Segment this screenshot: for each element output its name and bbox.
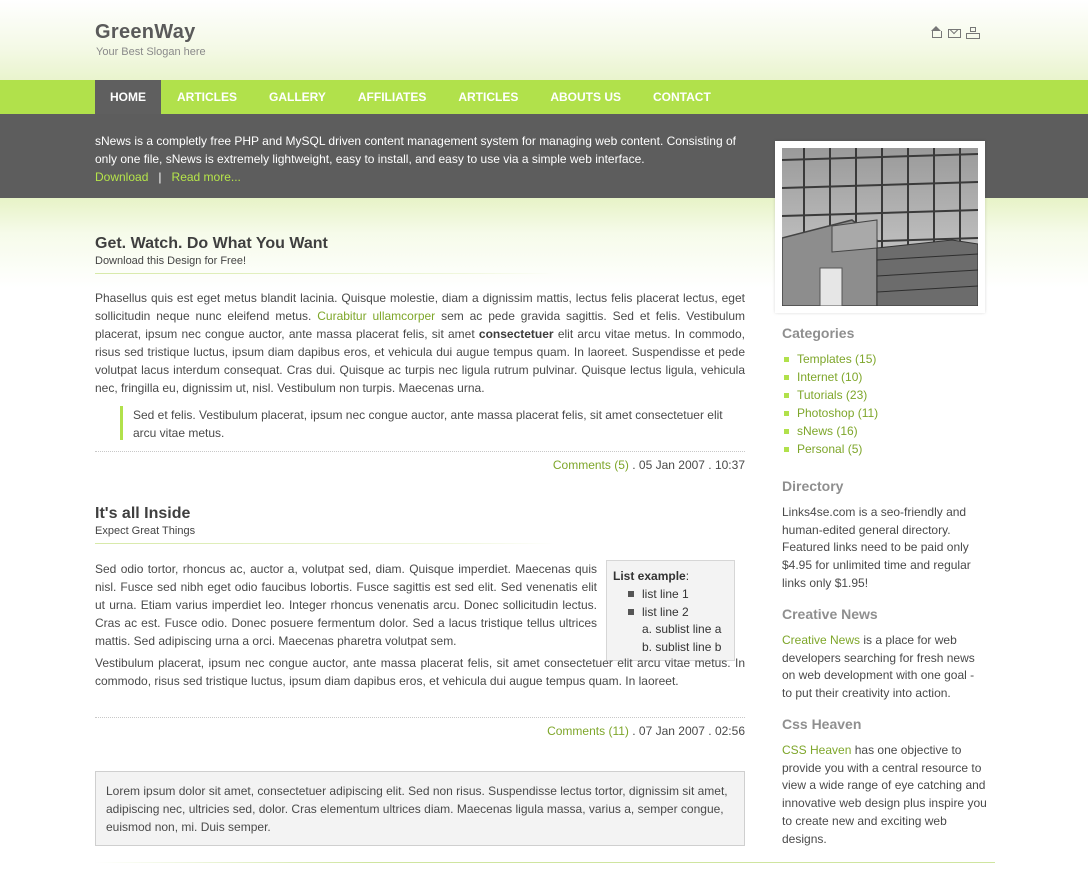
main-nav xyxy=(0,80,1088,114)
nav-item-articles[interactable]: ARTICLES xyxy=(177,90,237,104)
category-personal[interactable]: Personal (5) xyxy=(784,440,878,458)
css-heaven-link[interactable]: CSS Heaven xyxy=(782,743,852,757)
post-subtitle: Download this Design for Free! xyxy=(95,255,247,267)
category-snews[interactable]: sNews (16) xyxy=(784,422,878,440)
directory-heading: Directory xyxy=(782,478,844,494)
blockquote: Sed et felis. Vestibulum placerat, ipsum nec congue auctor, ante massa placerat felis, sit amet consectetuer elit arcu vitae metus. xyxy=(120,406,745,440)
top-icons xyxy=(930,27,978,37)
sitemap-icon[interactable] xyxy=(966,27,978,37)
creative-news-heading: Creative News xyxy=(782,606,878,622)
list-example-box xyxy=(606,560,735,661)
list-item: list line 2 xyxy=(642,605,689,619)
creative-news-text: Creative News is a place for web developers searching for fresh news on web development with one goal - to put their creativity into action. xyxy=(782,633,975,701)
creative-news-link[interactable]: Creative News xyxy=(782,633,861,647)
directory-text: Links4se.com is a seo-friendly and human-edited general directory. Featured links need to be paid only $4.95 for unlimited time and regular links only $1.95! xyxy=(782,505,971,590)
sublist-item: a. sublist line a xyxy=(642,622,722,636)
css-heaven-heading: Css Heaven xyxy=(782,716,862,732)
comments-link[interactable]: Comments (11) xyxy=(547,724,629,738)
banner-separator: | xyxy=(158,170,162,184)
nav-item-affiliates[interactable]: AFFILIATES xyxy=(357,90,427,104)
categories-heading: Categories xyxy=(782,325,855,341)
post-subtitle: Expect Great Things xyxy=(95,525,196,537)
nav-item-abouts-us[interactable]: ABOUTS US xyxy=(550,90,621,104)
post-body: Sed odio tortor, rhoncus ac, auctor a, volutpat sed, diam. Quisque imperdiet. Maecenas quis nisl. Fusce sed nibh eget odio faucibus lobortis. Fusce sagittis est sed elit. Sed venenatis elit ut urna. Etiam varius imperdiet leo. Integer rhoncus venenatis arcu. Donec sollicitudin lectus. Cras ac est. Fusce odio. Donec posuere fermentum dolor. Sed a lacus tristique tellus ultrices mattis. Sed adipiscing urna a orci. Maecenas pharetra volutpat sem. xyxy=(95,562,597,648)
nav-item-contact[interactable]: CONTACT xyxy=(653,90,711,104)
nav-item-articles-2[interactable]: ARTICLES xyxy=(458,90,519,104)
list-item: list line 1 xyxy=(642,587,689,601)
read-more-link[interactable]: Read more... xyxy=(171,170,241,184)
site-title[interactable]: GreenWay xyxy=(95,21,196,43)
post-title[interactable]: It's all Inside xyxy=(95,505,191,522)
site-header xyxy=(0,0,1088,80)
comments-link[interactable]: Comments (5) xyxy=(552,458,629,472)
category-templates[interactable]: Templates (15) xyxy=(784,350,878,368)
nav-item-gallery[interactable]: GALLERY xyxy=(269,90,326,104)
nav-item-home[interactable]: HOME xyxy=(95,80,161,114)
categories-list xyxy=(784,350,878,458)
mail-icon[interactable] xyxy=(948,27,960,37)
list-example-title: List example: xyxy=(613,569,690,583)
footer-rule xyxy=(95,862,995,863)
post-body-continued: Vestibulum placerat, ipsum nec congue auctor, ante massa placerat felis, sit amet consectetuer elit arcu vitae metus. In commodo, risus sed tristique luctus, ipsum diam dapibus eros, et vehicula dui augue tempus quam. In laoreet. xyxy=(95,656,745,688)
home-icon[interactable] xyxy=(930,27,942,37)
post-divider xyxy=(95,717,745,718)
post-divider xyxy=(95,451,745,452)
post-title[interactable]: Get. Watch. Do What You Want xyxy=(95,235,328,252)
css-heaven-text: CSS Heaven has one objective to provide you with a central resource to view a wide range of eye catching and innovative web design plus inspire you to create new and exciting web designs. xyxy=(782,743,987,846)
sublist-item: b. sublist line b xyxy=(642,640,722,654)
post-meta: Comments (5) . 05 Jan 2007 . 10:37 xyxy=(552,458,745,472)
banner-text: sNews is a completly free PHP and MySQL driven content management system for managing web content. Consisting of only one file, sNews is extremely lightweight, easy to install, and easy to use via a simple web interface. xyxy=(95,134,736,166)
post-body: Phasellus quis est eget metus blandit lacinia. Quisque molestie, diam a dignissim mattis, lectus felis placerat lectus, eget sollicitudin neque nunc eleifend metus. Curabitur ullamcorper sem ac pede gravida sagittis. Sed et felis. Vestibulum placerat, ipsum nec congue auctor, ante massa placerat felis, sit amet consectetuer elit arcu vitae metus. In commodo, risus sed tristique luctus, ipsum diam dapibus eros, et vehicula dui augue tempus quam. In laoreet. Suspendisse et pede volutpat lacus interdum consequat. Cras dui. Quisque ac turpis nec ligula rutrum pulvinar. Quisque lectus ligula, vehicula nec, fringilla eu, dignissim ut, nisl. Vestibulum non turpis. Maecenas urna. xyxy=(95,291,745,395)
category-internet[interactable]: Internet (10) xyxy=(784,368,878,386)
post-meta: Comments (11) . 07 Jan 2007 . 02:56 xyxy=(547,724,745,738)
inline-link[interactable]: Curabitur ullamcorper xyxy=(317,309,436,323)
download-link[interactable]: Download xyxy=(95,170,149,184)
building-photo xyxy=(782,148,978,306)
post-title-rule xyxy=(95,273,555,274)
category-tutorials[interactable]: Tutorials (23) xyxy=(784,386,878,404)
category-photoshop[interactable]: Photoshop (11) xyxy=(784,404,878,422)
banner-links xyxy=(95,168,241,186)
post-title-rule xyxy=(95,543,555,544)
site-slogan: Your Best Slogan here xyxy=(96,46,206,58)
notice-box: Lorem ipsum dolor sit amet, consectetuer adipiscing elit. Sed non risus. Suspendisse lectus tortor, dignissim sit amet, adipiscing nec, ultricies sed, dolor. Cras elementum ultrices diam. Maecenas ligula massa, varius a, semper congue, euismod non, mi. Duis semper. xyxy=(95,771,745,846)
